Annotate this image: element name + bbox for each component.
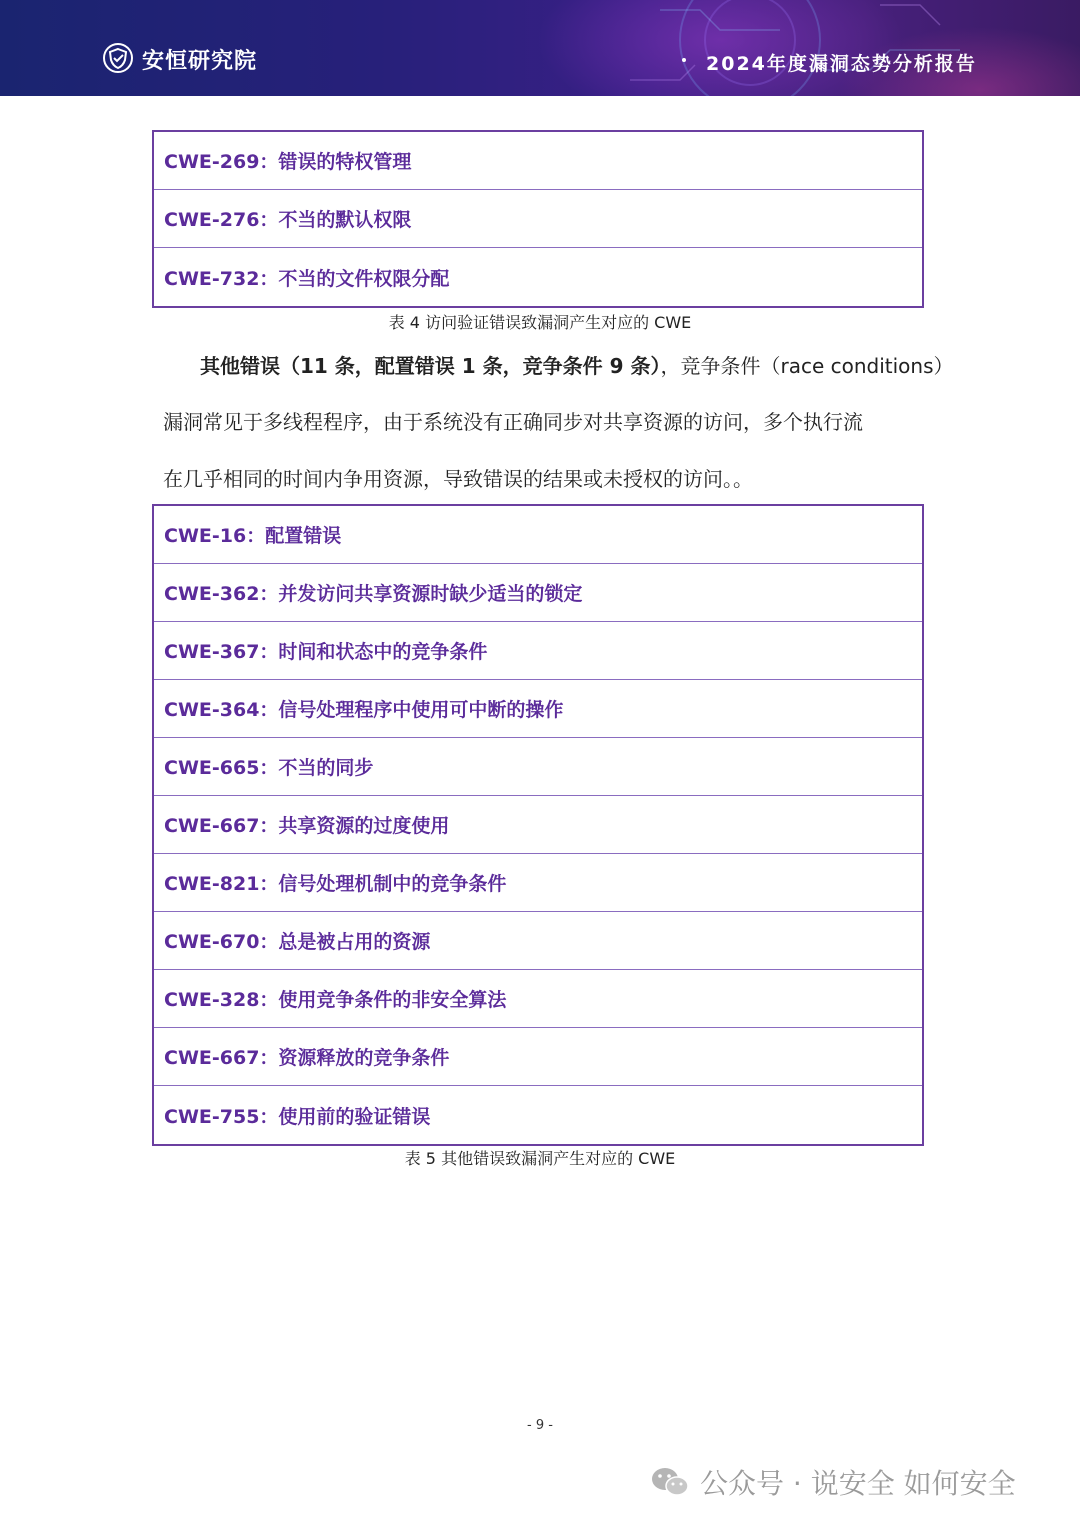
banner-dot: [682, 58, 686, 62]
cwe-table-4: [152, 130, 924, 308]
table-row: CWE-362：并发访问共享资源时缺少适当的锁定: [154, 564, 922, 622]
wechat-icon: [650, 1465, 690, 1499]
watermark-text: 公众号 · 说安全 如何安全: [700, 1467, 1016, 1500]
paragraph-line-1: [200, 350, 960, 379]
shield-logo-icon: [102, 42, 134, 74]
page-number: - 9 -: [527, 1418, 553, 1433]
table-4-caption: 表 4 访问验证错误致漏洞产生对应的 CWE: [388, 313, 692, 332]
circuit-decoration-icon: [620, 0, 980, 96]
table-5-caption: 表 5 其他错误致漏洞产生对应的 CWE: [404, 1149, 676, 1168]
table-row: CWE-667：共享资源的过度使用: [154, 796, 922, 854]
table-row: CWE-276：不当的默认权限: [154, 190, 922, 248]
table-row: CWE-821：信号处理机制中的竞争条件: [154, 854, 922, 912]
table-row: CWE-328：使用竞争条件的非安全算法: [154, 970, 922, 1028]
table-row: CWE-670：总是被占用的资源: [154, 912, 922, 970]
table-row: CWE-367：时间和状态中的竞争条件: [154, 622, 922, 680]
brand-name: 安恒研究院: [142, 49, 258, 74]
table-row: CWE-364：信号处理程序中使用可中断的操作: [154, 680, 922, 738]
table-row: CWE-16：配置错误: [154, 506, 922, 564]
paragraph-line-3: 在几乎相同的时间内争用资源，导致错误的结果或未授权的访问。。: [163, 467, 753, 491]
table-row: CWE-732：不当的文件权限分配: [164, 267, 450, 290]
cwe-table-5: [152, 504, 924, 1146]
table-row: CWE-667：资源释放的竞争条件: [154, 1028, 922, 1086]
header-banner: [0, 0, 1080, 96]
table-row: CWE-269：错误的特权管理: [154, 132, 922, 190]
table-row: CWE-755：使用前的验证错误: [164, 1105, 431, 1128]
watermark: [650, 1462, 1016, 1502]
paragraph-line-2: 漏洞常见于多线程程序，由于系统没有正确同步对共享资源的访问，多个执行流: [163, 410, 863, 434]
paragraph-bold-lead: 其他错误（11 条，配置错误 1 条，竞争条件 9 条）: [200, 354, 661, 378]
paragraph-line-1-rest: ，竞争条件（race conditions）: [660, 354, 954, 378]
table-row: CWE-665：不当的同步: [154, 738, 922, 796]
report-title: 2024年度漏洞态势分析报告: [706, 53, 977, 75]
